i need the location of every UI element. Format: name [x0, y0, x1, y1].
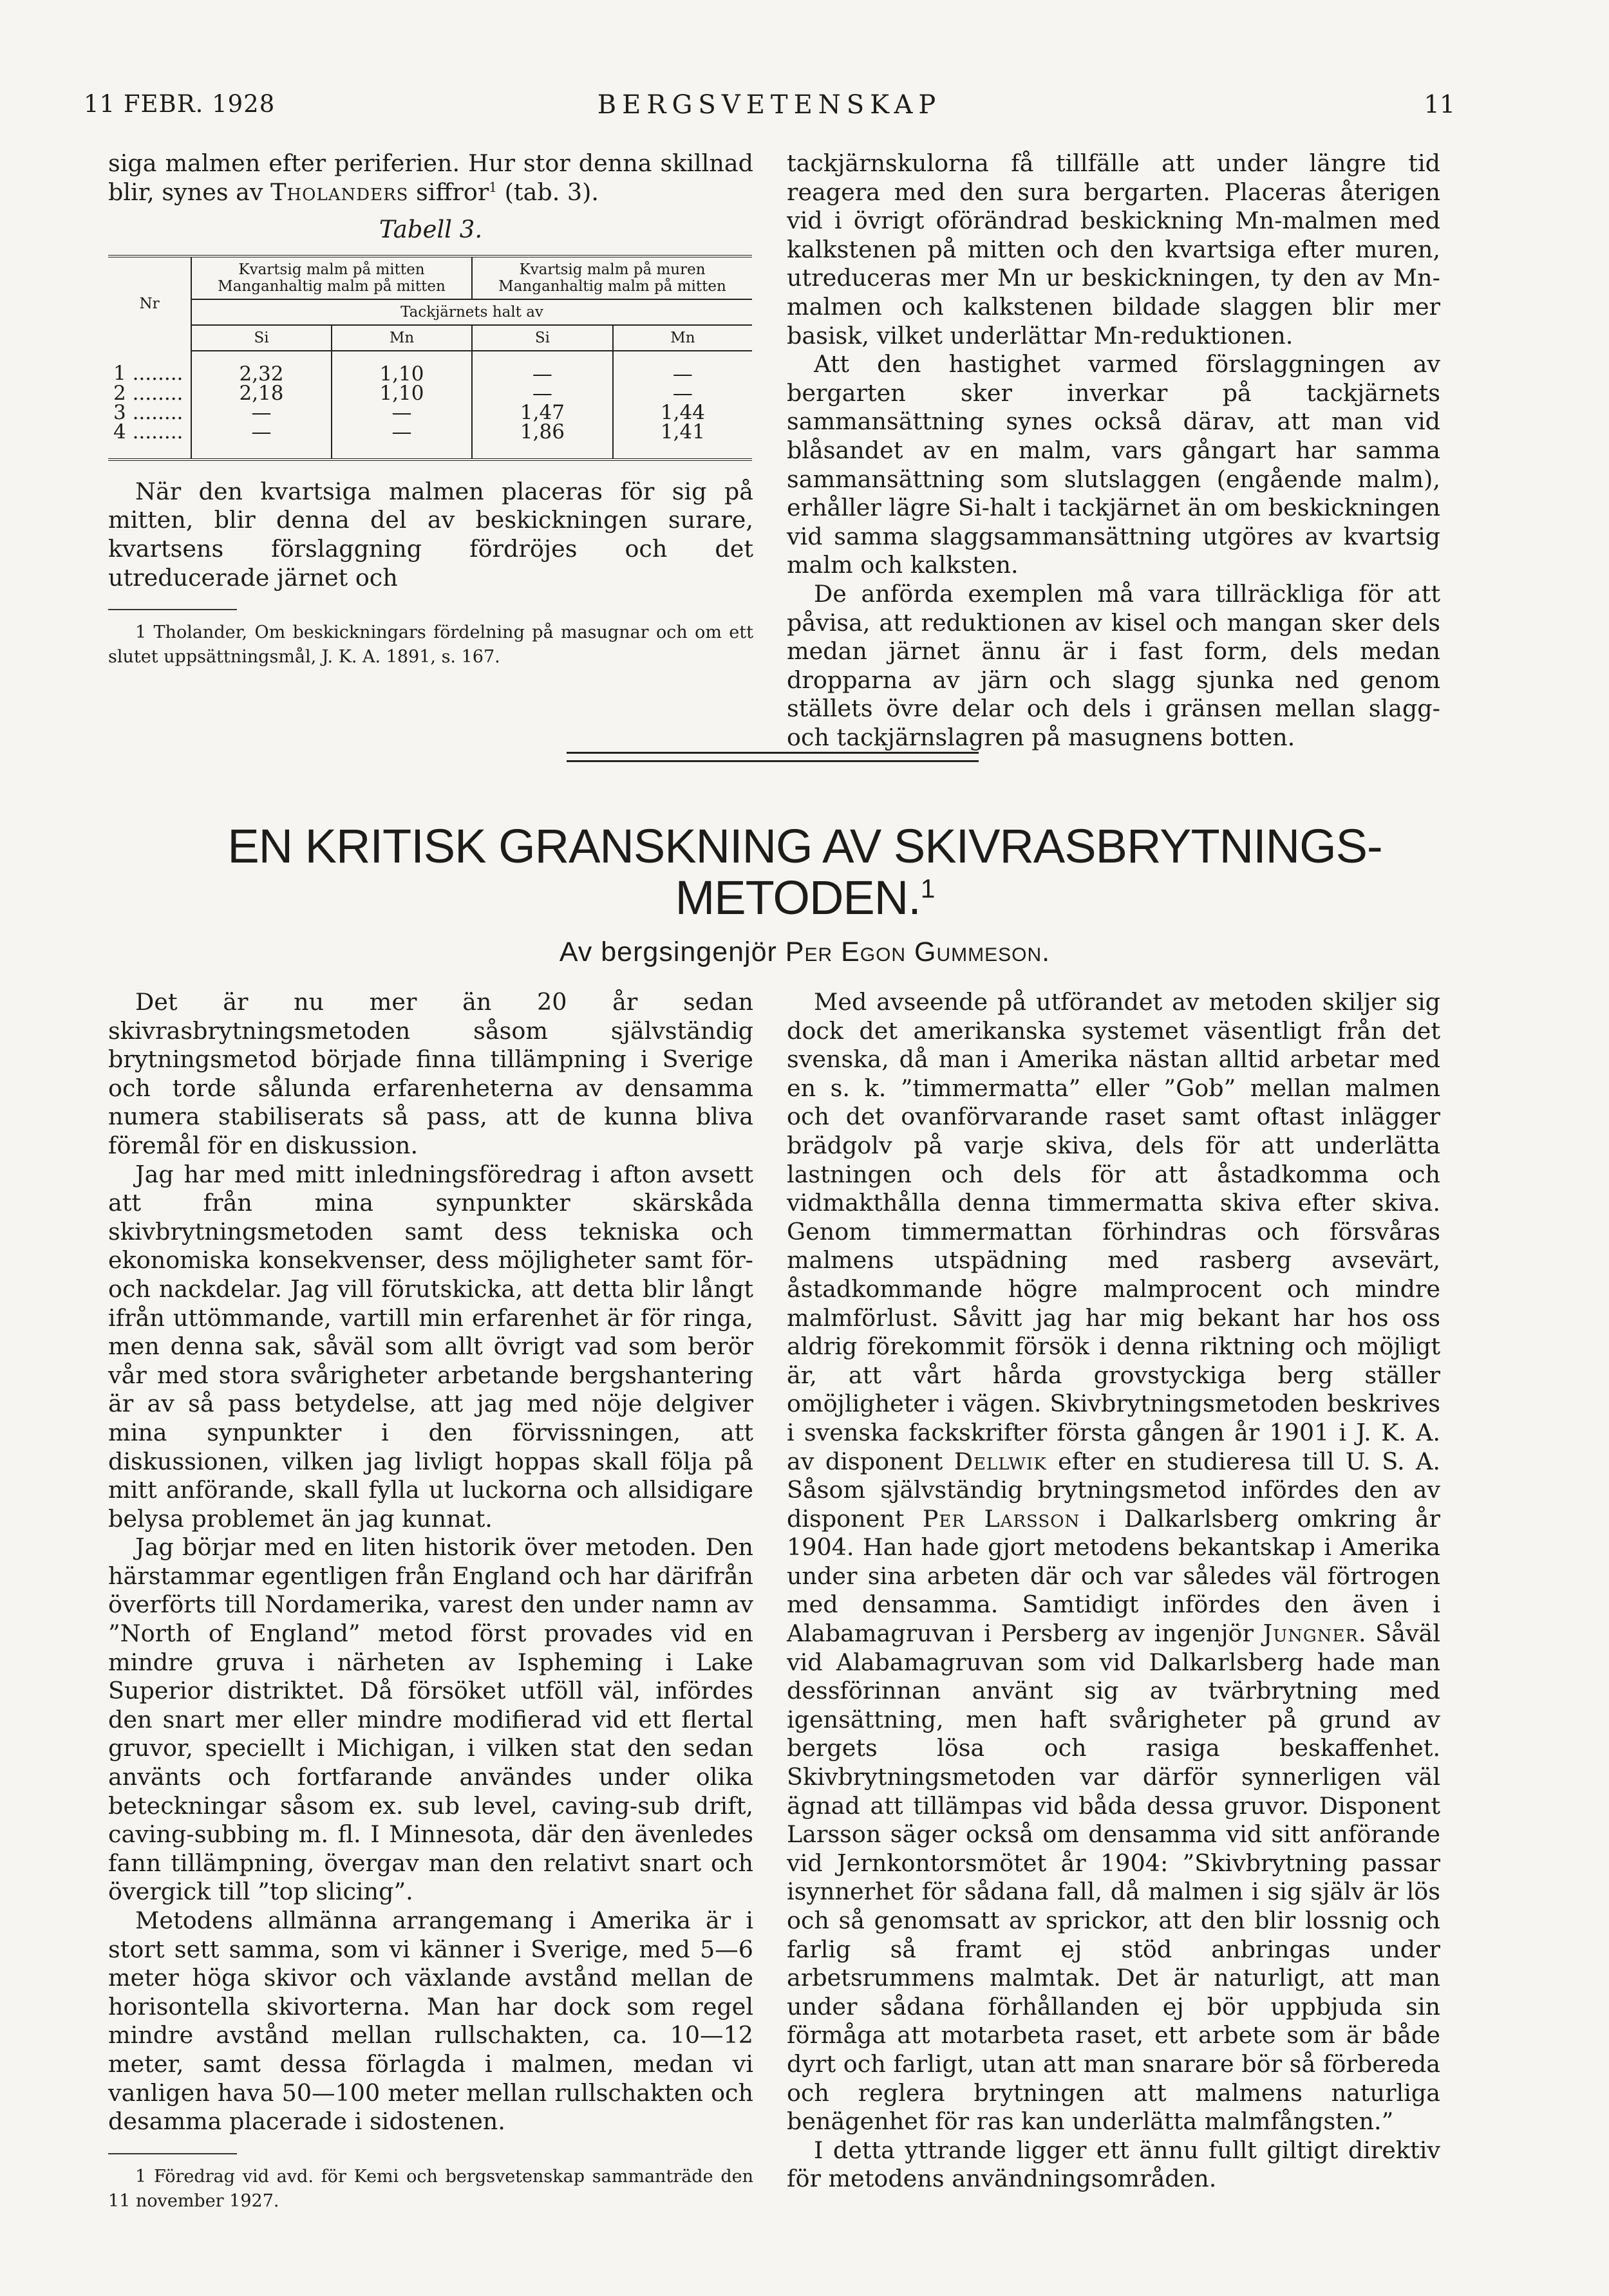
subheader: Tackjärnets halt av: [191, 299, 752, 325]
person-name: Per Larsson: [922, 1504, 1080, 1533]
section-separator: [567, 752, 979, 762]
top-left-column: [108, 149, 753, 669]
footnote-divider: [108, 2153, 237, 2154]
bottom-left-column: [108, 988, 753, 2214]
sub-col-mn: Mn: [332, 325, 472, 351]
sub-col-si: Si: [472, 325, 613, 351]
paragraph: Det är nu mer än 20 år sedan skivrasbrytningsmetoden såsom självständig brytningsmetod började finna tillämpning i Sverige och torde sålunda erfarenheterna av densamma numera stabiliserats så pass, att de kunna bliva föremål för en diskussion.: [108, 988, 753, 1159]
footnote: 1 Tholander, Om beskickningars fördelning på masugnar och om ett slutet uppsättningsmål, J. K. A. 1891, s. 167.: [108, 622, 753, 667]
paragraph: När den kvartsiga malmen placeras för sig på mitten, blir denna del av beskickningen surare, kvartsens förslaggning fördröjes och det utreducerade järnet och: [108, 477, 753, 592]
col-group-2-header: Kvartsig malm på muren Manganhaltig malm på mitten: [472, 256, 752, 299]
table-row: 1 ........ 2,32 1,10 — —: [108, 351, 752, 384]
table-row: 3 ........ — — 1,47 1,44: [108, 403, 752, 422]
person-name: Jungner: [1263, 1619, 1359, 1648]
table-title: Tabell 3.: [379, 216, 483, 244]
issue-date: 11 FEBR. 1928: [84, 90, 276, 118]
person-name: Dellwik: [954, 1447, 1047, 1475]
bottom-right-column: [787, 988, 1440, 2194]
journal-title: BERGSVETENSKAP: [597, 90, 942, 120]
paragraph: Metodens allmänna arrangemang i Amerika är i stort sett samma, som vi känner i Sverige, med 5—6 meter höga skivor och växlande avstånd mellan de horisontella skivorterna. Man har dock som regel mindre avstånd mellan rullschakten, ca. 10—12 meter, samt dessa förlagda i malmen, medan vi vanligen hava 50—100 meter mellan rullschakten och desamma placerade i sidostenen.: [108, 1907, 753, 2136]
paragraph: I detta yttrande ligger ett ännu fullt giltigt direktiv för metodens användningsområden.: [787, 2136, 1440, 2193]
footnote: 1 Föredrag vid avd. för Kemi och bergsvetenskap sammanträde den 11 november 1927.: [108, 2166, 753, 2211]
article-title: EN KRITISK GRANSKNING AV SKIVRASBRYTNINGS- METODEN.$^1$: [227, 819, 1382, 924]
page-number: 11: [1424, 90, 1455, 118]
author-tholander: Tholanders: [270, 178, 409, 206]
paragraph: Jag börjar med en liten historik över metoden. Den härstammar egentligen från England och har därifrån överförts till Nordamerika, varest den under namn av ”North of England” metod först provades vid en mindre gruva i närheten av Ispheming i Lake Superior distriktet. Då försöket utföll väl, infördes den snart mer eller mindre modifierad vid ett flertal gruvor, speciellt i Michigan, i vilken stat den sedan använts och fortfarande användes under olika beteckningar såsom ex. sub level, caving-sub drift, caving-subbing m. fl. I Minnesota, där den ävenledes fann tillämpning, övergav man den relativt snart och övergick till ”top slicing”.: [108, 1533, 753, 1906]
table-3: [108, 255, 752, 461]
paragraph: Med avseende på utförandet av metoden skiljer sig dock det amerikanska systemet väsentligt från det svenska, då man i Amerika nästan alltid arbetar med en s. k. ”timmermatta” eller ”Gob” mellan malmen och det ovanförvarande raset samt oftast inlägger brädgolv på varje skiva, dels för att underlätta lastningen och dels för att åstadkomma och vidmakthålla denna timmermatta skiva efter skiva. Genom timmermattan förhindras och försvåras malmens utspädning med rasberg avsevärt, åstadkommande högre malmprocent och mindre malmförlust. Såvitt jag har mig bekant har hos oss aldrig förekommit försök i denna riktning och möjligt är, att vårt hårda grovstyckiga berg ställer omöjligheter i vägen. Skivbrytningsmetoden beskrives i svenska fackskrifter första gången år 1901 i J. K. A. av disponent Dellwik efter en studieresa till U. S. A. Såsom självständig brytningsmetod infördes den av disponent Per Larsson i Dalkarlsberg omkring år 1904. Han hade gjort metodens bekantskap i Amerika under sina arbeten där och var således väl förtrogen med densamma. Samtidigt infördes den även i Alabamagruvan i Persberg av ingenjör Jungner. Såväl vid Alabamagruvan som vid Dalkarlsberg hade man dessförinnan använt sig av tvärbrytning med igensättning, men haft svårigheter på grund av bergets lösa och rasiga beskaffenhet. Skivbrytningsmetoden var därför synnerligen väl ägnad att tillämpas vid båda dessa gruvor. Disponent Larsson säger också om densamma vid sitt anförande vid Jernkontorsmötet år 1904: ”Skivbrytning passar isynnerhet för sådana fall, då malmen i sig själv är lös och så genomsatt av sprickor, att den blir lossnig och farlig så framt ej stöd anbringas under arbetsrummens malmtak. Det är naturligt, att man under sådana förhållanden ej bör uppbjuda sin förmåga att motarbeta raset, ett arbete som är både dyrt och farligt, utan att man snarare bör så förbereda och reglera brytningen att malmens naturliga benägenhet för ras kan underlätta malmfångsten.”: [787, 988, 1440, 2136]
col-group-1-header: Kvartsig malm på mitten Manganhaltig malm på mitten: [191, 256, 472, 299]
table-row: 4 ........ — — 1,86 1,41: [108, 422, 752, 460]
sub-col-si: Si: [191, 325, 332, 351]
sub-col-mn: Mn: [613, 325, 752, 351]
footnote-ref: 1: [489, 179, 498, 195]
col-nr-header: Nr: [139, 295, 160, 313]
footnote-divider: [108, 609, 237, 610]
paragraph: tackjärnskulorna få tillfälle att under längre tid reagera med den sura bergarten. Placeras återigen vid i övrigt oförändrad beskickning Mn-malmen med kalkstenen på mitten och den kvartsiga efter muren, utreduceras mer Mn ur beskickningen, ty den av Mn-malmen och kalkstenen bildade slaggen blir mer basisk, vilket underlättar Mn-reduktionen.: [787, 149, 1440, 350]
paragraph: De anförda exemplen må vara tillräckliga för att påvisa, att reduktionen av kisel och mangan sker dels medan järnet ännu är i fast form, dels medan dropparna av järn och slagg sjunka ned genom ställets övre delar och dels i gränsen mellan slagg- och tackjärnslagren på masugnens botten.: [787, 579, 1440, 751]
paragraph: Att den hastighet varmed förslaggningen av bergarten sker inverkar på tackjärnets sammansättning synes också därav, att man vid blåsandet av en malm, vars gångart har samma sammansättning som slutslaggen (engående malm), erhåller lägre Si-halt i tackjärnet än om beskickningen vid samma slaggsammansättning utgöres av kvartsig malm och kalksten.: [787, 350, 1440, 579]
footnote-ref: 1: [920, 873, 935, 904]
author-name: Per Egon Gummeson.: [785, 937, 1051, 967]
intro-text: siga malmen efter periferien. Hur stor denna skillnad blir, synes av Tholanders siffror$^1$ (tab. 3).: [108, 149, 753, 206]
paragraph: Jag har med mitt inledningsföredrag i afton avsett att från mina synpunkter skärskåda skivbrytningsmetoden samt dess tekniska och ekonomiska konsekvenser, dess möjligheter samt för- och nackdelar. Jag vill förutskicka, att detta blir långt ifrån uttömmande, vartill min erfarenhet är för ringa, men denna sak, såväl som allt övrigt vad som berör vår med stora svårigheter arbetande bergshantering är av så pass betydelse, att jag med nöje delgiver mina synpunkter i den förvissningen, att diskussionen, vilken jag livligt hoppas skall följa på mitt anförande, skall fylla ut luckorna och allsidigare belysa problemet än jag kunnat.: [108, 1160, 753, 1533]
table-row: 2 ........ 2,18 1,10 — —: [108, 384, 752, 403]
top-right-column: [787, 149, 1440, 752]
running-header: [84, 90, 1455, 129]
article-byline: Av bergsingenjör Per Egon Gummeson.: [559, 937, 1051, 967]
